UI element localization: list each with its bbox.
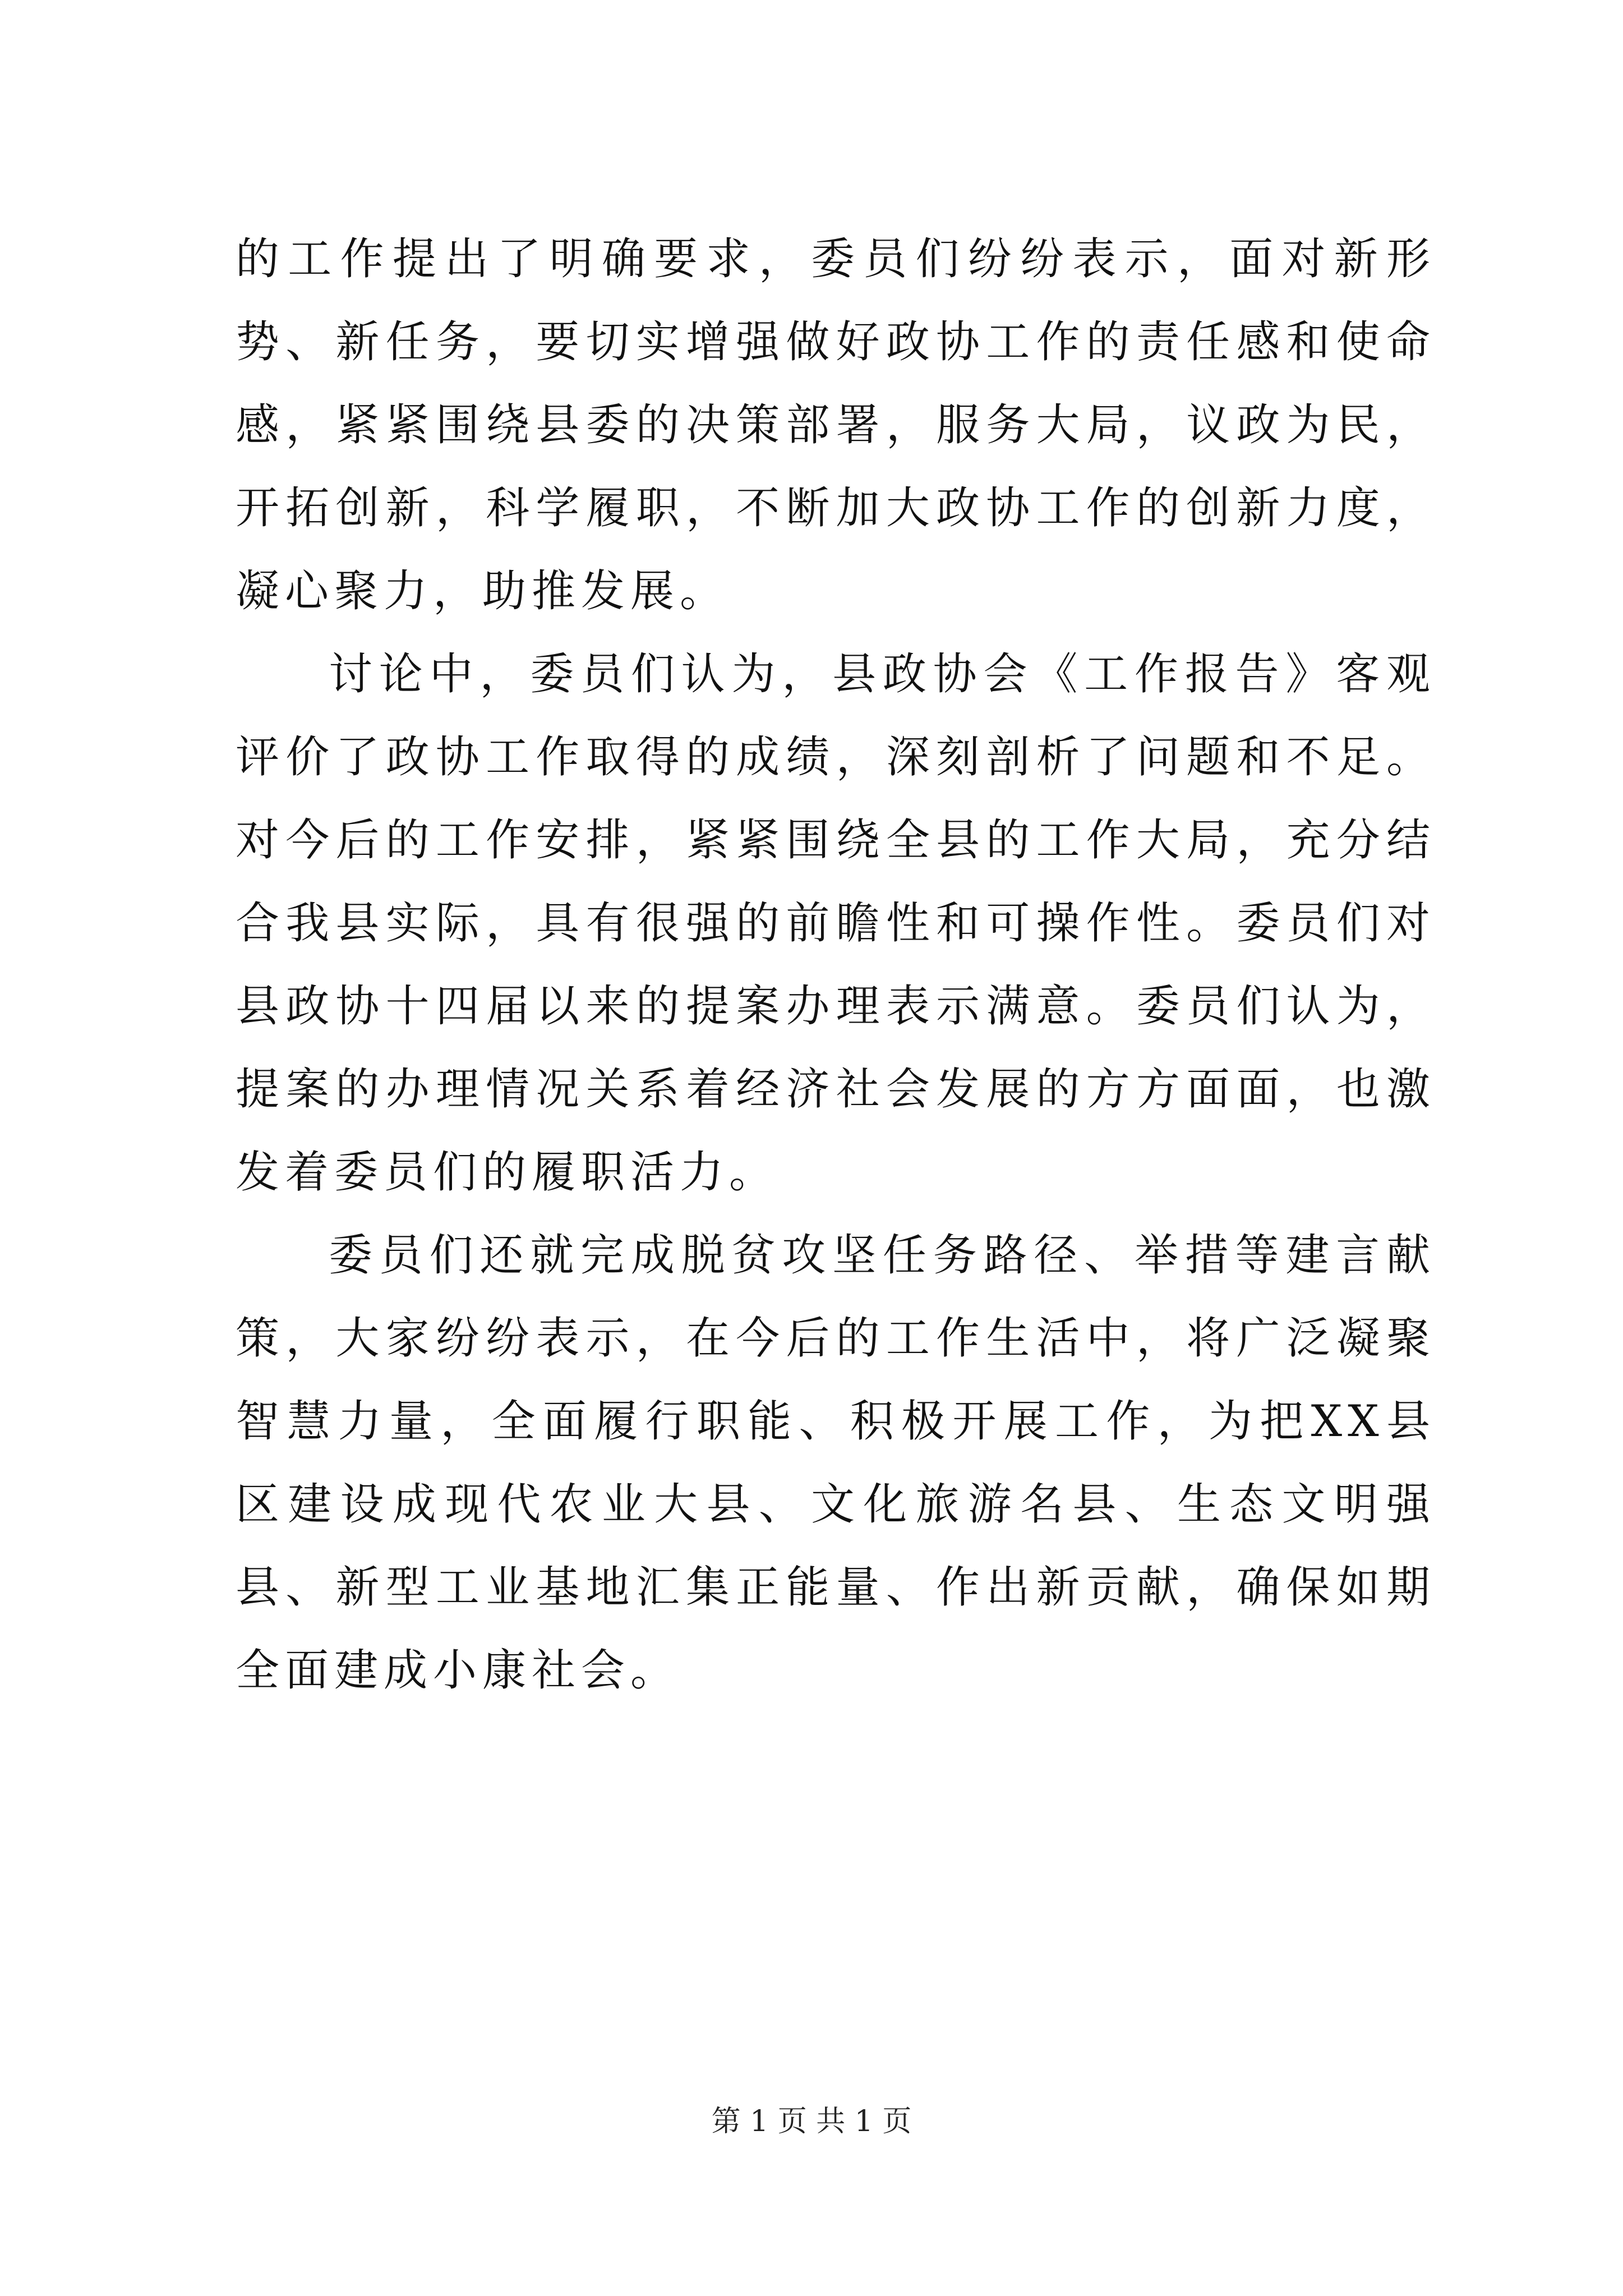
page-number-footer: 第 1 页 共 1 页: [711, 2105, 912, 2138]
paragraph-discussion: 讨论中，委员们认为，县政协会《工作报告》客观评价了政协工作取得的成绩，深刻剖析了问题和不足。对今后的工作安排，紧紧围绕全县的工作大局，充分结合我县实际，具有很强的前瞻性和可操作性。委员们对县政协十四届以来的提案办理表示满意。委员们认为，提案的办理情况关系着经济社会发展的方方面面，也激发着委员们的履职活力。: [236, 649, 1436, 1198]
paragraph-suggestions: 委员们还就完成脱贫攻坚任务路径、举措等建言献策，大家纷纷表示，在今后的工作生活中，将广泛凝聚智慧力量，全面履行职能、积极开展工作，为把XX县区建设成现代农业大县、文化旅游名县、生态文明强县、新型工业基地汇集正能量、作出新贡献，确保如期全面建成小康社会。: [236, 1230, 1436, 1696]
document-body: [236, 218, 1436, 1712]
paragraph-continuation: 的工作提出了明确要求，委员们纷纷表示，面对新形势、新任务，要切实增强做好政协工作的责任感和使命感，紧紧围绕县委的决策部署，服务大局，议政为民，开拓创新，科学履职，不断加大政协工作的创新力度，凝心聚力，助推发展。: [236, 234, 1436, 616]
